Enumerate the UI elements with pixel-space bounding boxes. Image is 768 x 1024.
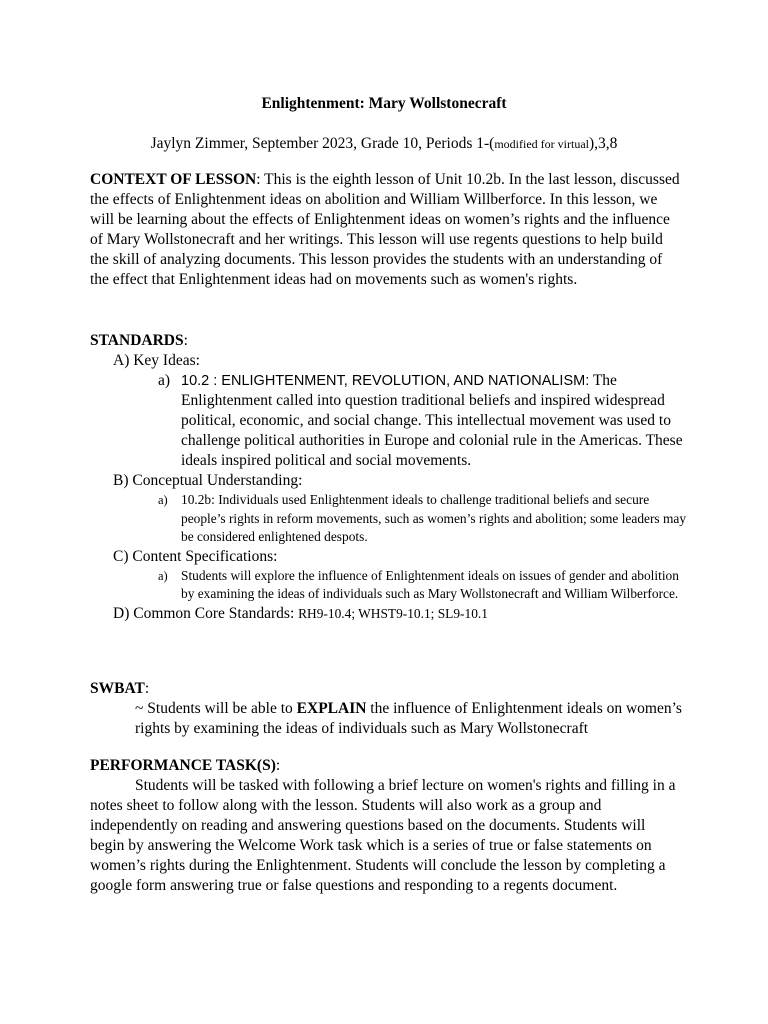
conceptual-understanding-item [90,491,690,547]
key-ideas-marker: a) [158,372,171,389]
standards-heading: STANDARDS [90,332,184,349]
swbat-text-end: the influence of Enlightenment ideals on women’s rights by examining the ideas of individuals such as Mary Wollstonecraft [135,700,682,737]
swbat-heading-row [90,679,690,699]
swbat-verb: EXPLAIN [296,700,367,717]
content-specifications-text: Students will explore the influence of Enlightenment ideals on issues of gender and abolition by examining the ideas of individuals such as Mary Wollstonecraft and William Wilberforce. [181,567,679,601]
common-core-codes: RH9-10.4; WHST9-10.1; SL9-10.1 [298,605,488,621]
content-specifications-item [90,567,690,604]
swbat-colon: : [144,680,150,697]
standards-section [90,331,690,624]
key-ideas-item [90,371,690,471]
performance-heading: PERFORMANCE TASK(S) [90,757,276,774]
byline-note: modified for virtual [494,137,589,151]
performance-text: Students will be tasked with following a brief lecture on women's rights and filling in a notes sheet to follow along with the lesson. Students will also work as a group and independently on reading and answering questions based on the documents. Students will begin by answering the Welcome Work task which is a series of true or false statements on women’s rights during the Enlightenment. Students will conclude the lesson by completing a google form answering true or false questions and responding to a regents document. [90,777,676,894]
key-ideas-code: 10.2 : ENLIGHTENMENT, REVOLUTION, AND NATIONALISM: [181,373,590,389]
performance-heading-row [90,756,682,776]
swbat-text-start: ~ Students will be able to [135,700,297,717]
content-specifications-label: C) Content Specifications: [113,547,278,565]
swbat-section [90,679,690,739]
key-ideas-label: A) Key Ideas: [113,352,200,369]
swbat-objective [90,699,690,739]
context-heading: CONTEXT OF LESSON [90,171,257,188]
author-byline [0,134,768,154]
conceptual-understanding-label: B) Conceptual Understanding: [113,472,303,489]
document-title: Enlightenment: Mary Wollstonecraft [261,95,507,112]
key-ideas-text: The Enlightenment called into question traditional beliefs and inspired widespread political, economic, and social change. This intellectual movement was used to challenge political authorities in Europe and colonial rule in the Americas. These ideals inspired political and social movements. [181,372,683,469]
swbat-heading: SWBAT [90,680,145,697]
standards-colon: : [183,332,188,349]
context-text: : This is the eighth lesson of Unit 10.2b. In the last lesson, discussed the effects of Enlightenment ideas on abolition and William Willberforce. In this lesson, we will be learning about the effects of Enlightenment ideas on women’s rights and the influence of Mary Wollstonecraft and her writings. This lesson will use regents questions to help build the skill of analyzing documents. This lesson provides the students with an understanding of the effect that Enlightenment ideas had on movements such as women's rights. [90,171,680,288]
common-core-label: D) Common Core Standards: [113,604,299,622]
byline-periods: ),3,8 [588,135,618,152]
content-specifications-marker: a) [158,568,168,583]
conceptual-understanding-text: 10.2b: Individuals used Enlightenment ideals to challenge traditional beliefs and secure people’s rights in reform movements, such as women’s rights and abolition; some leaders may be considered enlightened despots. [181,492,687,544]
performance-colon: : [275,757,281,774]
byline-main: Jaylyn Zimmer, September 2023, Grade 10, Periods 1-( [150,135,495,152]
standards-heading-row [90,331,690,351]
context-section [90,170,682,290]
conceptual-understanding-marker: a) [158,493,168,507]
performance-task-section [90,756,682,896]
common-core-row [113,604,690,624]
